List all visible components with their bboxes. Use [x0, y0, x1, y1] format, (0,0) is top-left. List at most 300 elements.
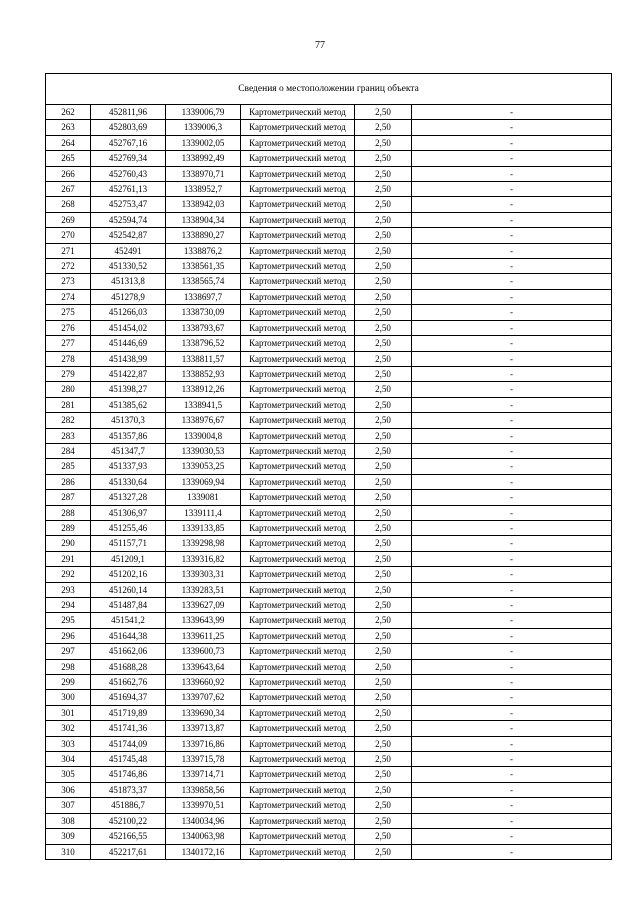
method-cell: Картометрический метод [241, 105, 355, 120]
description-cell: - [412, 305, 612, 320]
precision-cell: 2,50 [355, 474, 412, 489]
x-coordinate-cell: 451694,37 [91, 690, 166, 705]
table-row [46, 259, 612, 274]
y-coordinate-cell: 1338912,26 [166, 382, 241, 397]
y-coordinate-cell: 1340034,96 [166, 813, 241, 828]
description-cell: - [412, 536, 612, 551]
point-number-cell: 279 [46, 366, 91, 381]
precision-cell: 2,50 [355, 598, 412, 613]
description-cell: - [412, 228, 612, 243]
table-row [46, 582, 612, 597]
method-cell: Картометрический метод [241, 413, 355, 428]
precision-cell: 2,50 [355, 551, 412, 566]
x-coordinate-cell: 451873,37 [91, 782, 166, 797]
precision-cell: 2,50 [355, 274, 412, 289]
x-coordinate-cell: 451327,28 [91, 490, 166, 505]
point-number-cell: 262 [46, 105, 91, 120]
y-coordinate-cell: 1339303,31 [166, 567, 241, 582]
precision-cell: 2,50 [355, 120, 412, 135]
table-row [46, 105, 612, 120]
precision-cell: 2,50 [355, 182, 412, 197]
table-row [46, 366, 612, 381]
y-coordinate-cell: 1339970,51 [166, 798, 241, 813]
y-coordinate-cell: 1339611,25 [166, 628, 241, 643]
description-cell: - [412, 182, 612, 197]
table-row [46, 305, 612, 320]
description-cell: - [412, 212, 612, 227]
boundary-coordinates-table [45, 73, 612, 860]
description-cell: - [412, 366, 612, 381]
y-coordinate-cell: 1338952,7 [166, 182, 241, 197]
description-cell: - [412, 752, 612, 767]
table-row [46, 428, 612, 443]
point-number-cell: 292 [46, 567, 91, 582]
description-cell: - [412, 736, 612, 751]
method-cell: Картометрический метод [241, 505, 355, 520]
description-cell: - [412, 105, 612, 120]
precision-cell: 2,50 [355, 212, 412, 227]
description-cell: - [412, 659, 612, 674]
point-number-cell: 300 [46, 690, 91, 705]
method-cell: Картометрический метод [241, 736, 355, 751]
y-coordinate-cell: 1339002,05 [166, 135, 241, 150]
table-row [46, 829, 612, 844]
table-row [46, 551, 612, 566]
point-number-cell: 275 [46, 305, 91, 320]
x-coordinate-cell: 451398,27 [91, 382, 166, 397]
method-cell: Картометрический метод [241, 259, 355, 274]
x-coordinate-cell: 451313,8 [91, 274, 166, 289]
precision-cell: 2,50 [355, 443, 412, 458]
description-cell: - [412, 259, 612, 274]
y-coordinate-cell: 1339715,78 [166, 752, 241, 767]
point-number-cell: 293 [46, 582, 91, 597]
description-cell: - [412, 428, 612, 443]
y-coordinate-cell: 1338796,52 [166, 336, 241, 351]
point-number-cell: 264 [46, 135, 91, 150]
description-cell: - [412, 135, 612, 150]
description-cell: - [412, 274, 612, 289]
point-number-cell: 306 [46, 782, 91, 797]
point-number-cell: 285 [46, 459, 91, 474]
description-cell: - [412, 320, 612, 335]
method-cell: Картометрический метод [241, 813, 355, 828]
precision-cell: 2,50 [355, 844, 412, 859]
x-coordinate-cell: 452542,87 [91, 228, 166, 243]
x-coordinate-cell: 451385,62 [91, 397, 166, 412]
method-cell: Картометрический метод [241, 320, 355, 335]
table-row [46, 289, 612, 304]
point-number-cell: 310 [46, 844, 91, 859]
description-cell: - [412, 690, 612, 705]
table-row [46, 243, 612, 258]
y-coordinate-cell: 1338970,71 [166, 166, 241, 181]
method-cell: Картометрический метод [241, 613, 355, 628]
y-coordinate-cell: 1339283,51 [166, 582, 241, 597]
description-cell: - [412, 382, 612, 397]
precision-cell: 2,50 [355, 166, 412, 181]
point-number-cell: 263 [46, 120, 91, 135]
description-cell: - [412, 721, 612, 736]
method-cell: Картометрический метод [241, 551, 355, 566]
method-cell: Картометрический метод [241, 644, 355, 659]
method-cell: Картометрический метод [241, 289, 355, 304]
point-number-cell: 296 [46, 628, 91, 643]
precision-cell: 2,50 [355, 397, 412, 412]
method-cell: Картометрический метод [241, 829, 355, 844]
table-row [46, 613, 612, 628]
x-coordinate-cell: 451719,89 [91, 705, 166, 720]
description-cell: - [412, 520, 612, 535]
y-coordinate-cell: 1339714,71 [166, 767, 241, 782]
y-coordinate-cell: 1338811,57 [166, 351, 241, 366]
method-cell: Картометрический метод [241, 767, 355, 782]
method-cell: Картометрический метод [241, 274, 355, 289]
y-coordinate-cell: 1339713,87 [166, 721, 241, 736]
y-coordinate-cell: 1338852,93 [166, 366, 241, 381]
y-coordinate-cell: 1339004,8 [166, 428, 241, 443]
description-cell: - [412, 351, 612, 366]
precision-cell: 2,50 [355, 228, 412, 243]
description-cell: - [412, 582, 612, 597]
y-coordinate-cell: 1338793,67 [166, 320, 241, 335]
point-number-cell: 272 [46, 259, 91, 274]
y-coordinate-cell: 1338876,2 [166, 243, 241, 258]
method-cell: Картометрический метод [241, 705, 355, 720]
method-cell: Картометрический метод [241, 844, 355, 859]
point-number-cell: 286 [46, 474, 91, 489]
method-cell: Картометрический метод [241, 659, 355, 674]
point-number-cell: 299 [46, 675, 91, 690]
method-cell: Картометрический метод [241, 351, 355, 366]
point-number-cell: 269 [46, 212, 91, 227]
point-number-cell: 281 [46, 397, 91, 412]
description-cell: - [412, 782, 612, 797]
precision-cell: 2,50 [355, 767, 412, 782]
precision-cell: 2,50 [355, 705, 412, 720]
point-number-cell: 303 [46, 736, 91, 751]
description-cell: - [412, 813, 612, 828]
precision-cell: 2,50 [355, 366, 412, 381]
precision-cell: 2,50 [355, 690, 412, 705]
precision-cell: 2,50 [355, 382, 412, 397]
point-number-cell: 282 [46, 413, 91, 428]
description-cell: - [412, 459, 612, 474]
point-number-cell: 309 [46, 829, 91, 844]
x-coordinate-cell: 452769,34 [91, 151, 166, 166]
precision-cell: 2,50 [355, 351, 412, 366]
table-row [46, 135, 612, 150]
y-coordinate-cell: 1338941,5 [166, 397, 241, 412]
method-cell: Картометрический метод [241, 228, 355, 243]
description-cell: - [412, 844, 612, 859]
precision-cell: 2,50 [355, 520, 412, 535]
table-row [46, 166, 612, 181]
y-coordinate-cell: 1339643,64 [166, 659, 241, 674]
table-row [46, 151, 612, 166]
x-coordinate-cell: 451337,93 [91, 459, 166, 474]
point-number-cell: 278 [46, 351, 91, 366]
description-cell: - [412, 289, 612, 304]
table-title-row [46, 74, 612, 105]
method-cell: Картометрический метод [241, 752, 355, 767]
precision-cell: 2,50 [355, 582, 412, 597]
point-number-cell: 295 [46, 613, 91, 628]
x-coordinate-cell: 451662,06 [91, 644, 166, 659]
table-row [46, 690, 612, 705]
x-coordinate-cell: 451541,2 [91, 613, 166, 628]
point-number-cell: 283 [46, 428, 91, 443]
method-cell: Картометрический метод [241, 120, 355, 135]
table-row [46, 382, 612, 397]
method-cell: Картометрический метод [241, 212, 355, 227]
description-cell: - [412, 120, 612, 135]
point-number-cell: 304 [46, 752, 91, 767]
x-coordinate-cell: 452767,16 [91, 135, 166, 150]
method-cell: Картометрический метод [241, 459, 355, 474]
method-cell: Картометрический метод [241, 721, 355, 736]
description-cell: - [412, 644, 612, 659]
x-coordinate-cell: 452760,43 [91, 166, 166, 181]
precision-cell: 2,50 [355, 782, 412, 797]
x-coordinate-cell: 451157,71 [91, 536, 166, 551]
table-row [46, 228, 612, 243]
precision-cell: 2,50 [355, 505, 412, 520]
table-row [46, 520, 612, 535]
description-cell: - [412, 798, 612, 813]
y-coordinate-cell: 1339627,09 [166, 598, 241, 613]
y-coordinate-cell: 1339030,53 [166, 443, 241, 458]
method-cell: Картометрический метод [241, 151, 355, 166]
method-cell: Картометрический метод [241, 243, 355, 258]
x-coordinate-cell: 451260,14 [91, 582, 166, 597]
x-coordinate-cell: 452594,74 [91, 212, 166, 227]
method-cell: Картометрический метод [241, 366, 355, 381]
description-cell: - [412, 598, 612, 613]
point-number-cell: 290 [46, 536, 91, 551]
point-number-cell: 302 [46, 721, 91, 736]
x-coordinate-cell: 452811,96 [91, 105, 166, 120]
description-cell: - [412, 336, 612, 351]
description-cell: - [412, 567, 612, 582]
precision-cell: 2,50 [355, 428, 412, 443]
method-cell: Картометрический метод [241, 382, 355, 397]
x-coordinate-cell: 452166,55 [91, 829, 166, 844]
y-coordinate-cell: 1339006,79 [166, 105, 241, 120]
precision-cell: 2,50 [355, 135, 412, 150]
x-coordinate-cell: 452491 [91, 243, 166, 258]
table-row [46, 443, 612, 458]
description-cell: - [412, 151, 612, 166]
method-cell: Картометрический метод [241, 675, 355, 690]
table-row [46, 351, 612, 366]
precision-cell: 2,50 [355, 659, 412, 674]
description-cell: - [412, 413, 612, 428]
table-row [46, 459, 612, 474]
table-row [46, 813, 612, 828]
point-number-cell: 265 [46, 151, 91, 166]
point-number-cell: 270 [46, 228, 91, 243]
method-cell: Картометрический метод [241, 166, 355, 181]
point-number-cell: 307 [46, 798, 91, 813]
description-cell: - [412, 243, 612, 258]
x-coordinate-cell: 451266,03 [91, 305, 166, 320]
method-cell: Картометрический метод [241, 305, 355, 320]
x-coordinate-cell: 451202,16 [91, 567, 166, 582]
y-coordinate-cell: 1339081 [166, 490, 241, 505]
x-coordinate-cell: 452217,61 [91, 844, 166, 859]
table-title: Сведения о местоположении границ объекта [46, 74, 612, 105]
precision-cell: 2,50 [355, 320, 412, 335]
y-coordinate-cell: 1339111,4 [166, 505, 241, 520]
y-coordinate-cell: 1339316,82 [166, 551, 241, 566]
point-number-cell: 266 [46, 166, 91, 181]
y-coordinate-cell: 1339643,99 [166, 613, 241, 628]
table-row [46, 505, 612, 520]
y-coordinate-cell: 1339298,98 [166, 536, 241, 551]
y-coordinate-cell: 1338942,03 [166, 197, 241, 212]
table-row [46, 752, 612, 767]
table-row [46, 212, 612, 227]
x-coordinate-cell: 451278,9 [91, 289, 166, 304]
table-row [46, 844, 612, 859]
x-coordinate-cell: 451306,97 [91, 505, 166, 520]
x-coordinate-cell: 451644,38 [91, 628, 166, 643]
table-row [46, 705, 612, 720]
point-number-cell: 298 [46, 659, 91, 674]
x-coordinate-cell: 451746,86 [91, 767, 166, 782]
y-coordinate-cell: 1338976,67 [166, 413, 241, 428]
point-number-cell: 273 [46, 274, 91, 289]
table-row [46, 798, 612, 813]
method-cell: Картометрический метод [241, 536, 355, 551]
description-cell: - [412, 166, 612, 181]
description-cell: - [412, 613, 612, 628]
precision-cell: 2,50 [355, 243, 412, 258]
table-row [46, 397, 612, 412]
table-row [46, 536, 612, 551]
x-coordinate-cell: 451662,76 [91, 675, 166, 690]
y-coordinate-cell: 1339707,62 [166, 690, 241, 705]
point-number-cell: 297 [46, 644, 91, 659]
y-coordinate-cell: 1338992,49 [166, 151, 241, 166]
precision-cell: 2,50 [355, 536, 412, 551]
description-cell: - [412, 490, 612, 505]
y-coordinate-cell: 1339069,94 [166, 474, 241, 489]
point-number-cell: 291 [46, 551, 91, 566]
table-row [46, 413, 612, 428]
point-number-cell: 271 [46, 243, 91, 258]
point-number-cell: 277 [46, 336, 91, 351]
method-cell: Картометрический метод [241, 336, 355, 351]
precision-cell: 2,50 [355, 151, 412, 166]
table-row [46, 320, 612, 335]
method-cell: Картометрический метод [241, 135, 355, 150]
y-coordinate-cell: 1339858,56 [166, 782, 241, 797]
precision-cell: 2,50 [355, 736, 412, 751]
x-coordinate-cell: 451744,09 [91, 736, 166, 751]
precision-cell: 2,50 [355, 829, 412, 844]
description-cell: - [412, 197, 612, 212]
precision-cell: 2,50 [355, 197, 412, 212]
method-cell: Картометрический метод [241, 397, 355, 412]
x-coordinate-cell: 451688,28 [91, 659, 166, 674]
y-coordinate-cell: 1338890,27 [166, 228, 241, 243]
point-number-cell: 289 [46, 520, 91, 535]
point-number-cell: 294 [46, 598, 91, 613]
description-cell: - [412, 397, 612, 412]
precision-cell: 2,50 [355, 721, 412, 736]
y-coordinate-cell: 1339660,92 [166, 675, 241, 690]
y-coordinate-cell: 1339716,86 [166, 736, 241, 751]
x-coordinate-cell: 451209,1 [91, 551, 166, 566]
y-coordinate-cell: 1339690,34 [166, 705, 241, 720]
method-cell: Картометрический метод [241, 474, 355, 489]
method-cell: Картометрический метод [241, 490, 355, 505]
precision-cell: 2,50 [355, 628, 412, 643]
description-cell: - [412, 474, 612, 489]
x-coordinate-cell: 452803,69 [91, 120, 166, 135]
point-number-cell: 276 [46, 320, 91, 335]
precision-cell: 2,50 [355, 336, 412, 351]
x-coordinate-cell: 452100,22 [91, 813, 166, 828]
table-row [46, 628, 612, 643]
point-number-cell: 280 [46, 382, 91, 397]
precision-cell: 2,50 [355, 644, 412, 659]
method-cell: Картометрический метод [241, 798, 355, 813]
y-coordinate-cell: 1339006,3 [166, 120, 241, 135]
x-coordinate-cell: 452753,47 [91, 197, 166, 212]
table-row [46, 736, 612, 751]
point-number-cell: 305 [46, 767, 91, 782]
x-coordinate-cell: 451487,84 [91, 598, 166, 613]
page-number: 77 [315, 40, 325, 51]
x-coordinate-cell: 451370,3 [91, 413, 166, 428]
table-row [46, 675, 612, 690]
y-coordinate-cell: 1339053,25 [166, 459, 241, 474]
precision-cell: 2,50 [355, 105, 412, 120]
point-number-cell: 287 [46, 490, 91, 505]
x-coordinate-cell: 451438,99 [91, 351, 166, 366]
description-cell: - [412, 628, 612, 643]
precision-cell: 2,50 [355, 752, 412, 767]
y-coordinate-cell: 1340172,16 [166, 844, 241, 859]
table-row [46, 567, 612, 582]
table-row [46, 182, 612, 197]
method-cell: Картометрический метод [241, 690, 355, 705]
precision-cell: 2,50 [355, 675, 412, 690]
point-number-cell: 288 [46, 505, 91, 520]
table-row [46, 767, 612, 782]
precision-cell: 2,50 [355, 813, 412, 828]
table-row [46, 659, 612, 674]
method-cell: Картометрический метод [241, 598, 355, 613]
point-number-cell: 284 [46, 443, 91, 458]
method-cell: Картометрический метод [241, 520, 355, 535]
x-coordinate-cell: 451741,36 [91, 721, 166, 736]
y-coordinate-cell: 1339600,73 [166, 644, 241, 659]
precision-cell: 2,50 [355, 413, 412, 428]
table-row [46, 490, 612, 505]
description-cell: - [412, 443, 612, 458]
description-cell: - [412, 505, 612, 520]
description-cell: - [412, 551, 612, 566]
y-coordinate-cell: 1338904,34 [166, 212, 241, 227]
table-row [46, 120, 612, 135]
y-coordinate-cell: 1338697,7 [166, 289, 241, 304]
description-cell: - [412, 767, 612, 782]
precision-cell: 2,50 [355, 567, 412, 582]
